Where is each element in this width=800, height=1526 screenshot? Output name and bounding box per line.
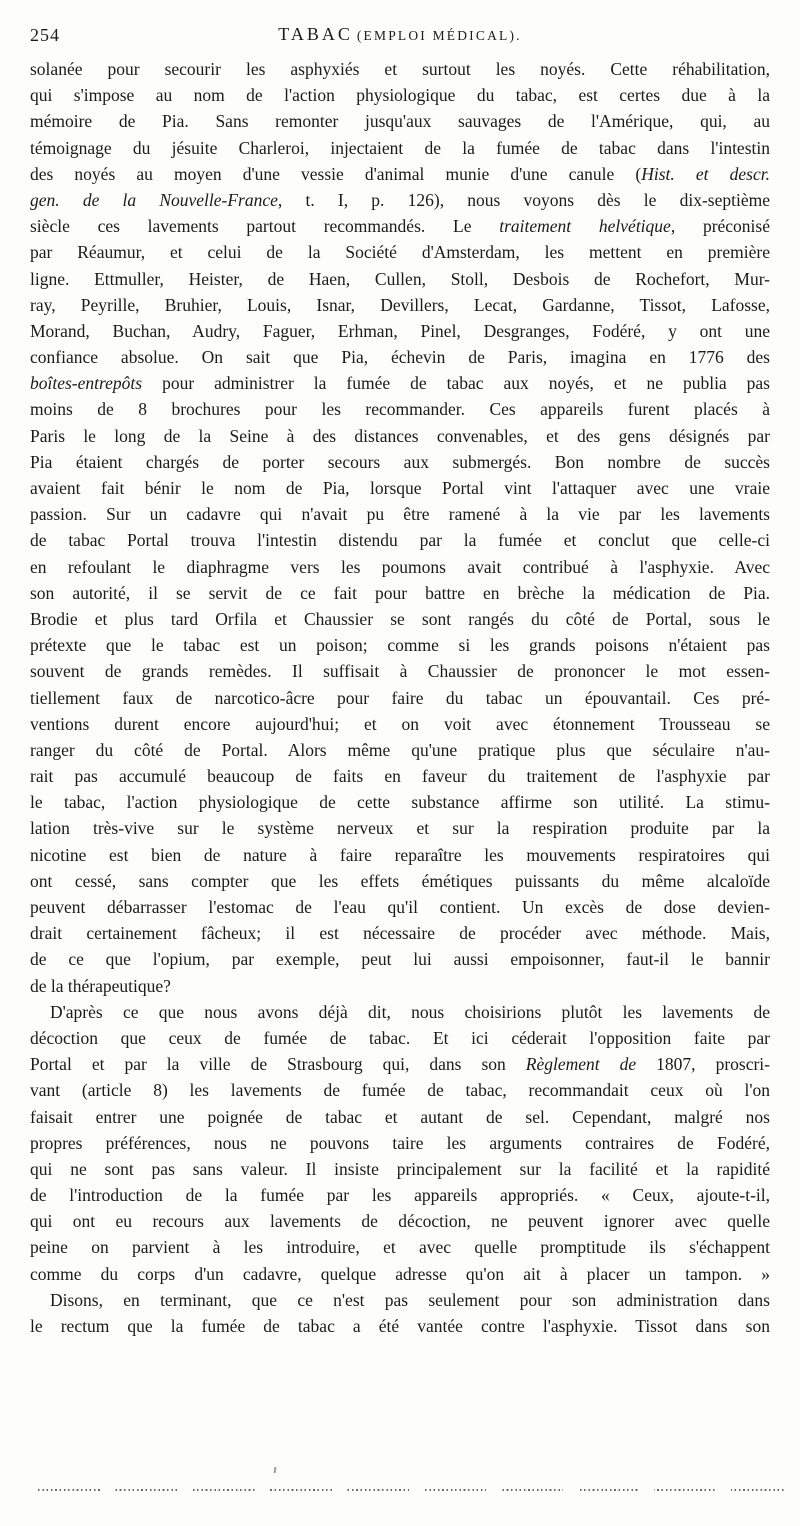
text-line: drait certainement fâcheux; il est nécessaire de procéder avec méthode. Mais,	[30, 923, 770, 944]
text-line: solanée pour secourir les asphyxiés et surtout les noyés. Cette réhabilitation,	[30, 59, 770, 79]
text-line: des noyés au moyen d'une vessie d'animal munie d'une canule (Hist. et descr.	[30, 163, 770, 184]
text-line: qui s'impose au nom de l'action physiologique du tabac, est certes due à la	[30, 85, 770, 106]
text-line: peuvent débarrasser l'estomac de l'eau qu'il contient. Un excès de dose devien-	[30, 897, 770, 917]
text-line: de ce que l'opium, par exemple, peut lui aussi empoisonner, faut-il le bannir	[30, 949, 770, 970]
text-line: Paris le long de la Seine à des distances convenables, et des gens désignés par	[30, 425, 770, 446]
text-line: ray, Peyrille, Bruhier, Louis, Isnar, Devillers, Lecat, Gardanne, Tissot, Lafosse,	[30, 294, 770, 315]
text-line: nicotine est bien de nature à faire reparaître les mouvements respiratoires qui	[30, 844, 770, 865]
text-line: le rectum que la fumée de tabac a été vantée contre l'asphyxie. Tissot dans son	[30, 1316, 770, 1336]
text-line: témoignage du jésuite Charleroi, injectaient de la fumée de tabac dans l'intestin	[30, 137, 770, 158]
text-line: ligne. Ettmuller, Heister, de Haen, Cullen, Stoll, Desbois de Rochefort, Mur-	[30, 268, 770, 289]
text-line: boîtes-entrepôts pour administrer la fumée de tabac aux noyés, et ne publia pas	[30, 373, 770, 394]
text-line: Disons, en terminant, que ce n'est pas seulement pour son administration dans	[50, 1289, 770, 1310]
page-text	[30, 56, 770, 1339]
text-line: qui ne sont pas sans valeur. Il insiste principalement sur la facilité et la rapidité	[30, 1158, 770, 1179]
text-line: vant (article 8) les lavements de fumée de tabac, recommandait ceux où l'on	[30, 1080, 770, 1101]
text-line: qui ont eu recours aux lavements de décoction, ne peuvent ignorer avec quelle	[30, 1211, 770, 1232]
text-line: D'après ce que nous avons déjà dit, nous choisirions plutôt les lavements de	[50, 1001, 770, 1022]
text-line: par Réaumur, et celui de la Société d'Amsterdam, les mettent en première	[30, 242, 770, 263]
text-line: mémoire de Pia. Sans remonter jusqu'aux sauvages de l'Amérique, qui, au	[30, 111, 770, 132]
text-line: ont cessé, sans compter que les effets émétiques puissants du même alcaloïde	[30, 870, 770, 891]
text-line: faisait entrer une poignée de tabac et autant de sel. Cependant, malgré nos	[30, 1106, 770, 1127]
text-line: rait pas accumulé beaucoup de faits en faveur du traitement de l'asphyxie par	[30, 766, 770, 787]
text-line: avaient fait bénir le nom de Pia, lorsque Portal vint l'attaquer avec une vraie	[30, 478, 770, 498]
page-number: 254	[30, 25, 60, 45]
text-line: prétexte que le tabac est un poison; comme si les grands poisons n'étaient pas	[30, 635, 770, 656]
text-line: confiance absolue. On sait que Pia, échevin de Paris, imagina en 1776 des	[30, 347, 770, 368]
text-line: ventions durent encore aujourd'hui; et on voit avec étonnement Trousseau se	[30, 713, 770, 734]
text-line: Portal et par la ville de Strasbourg qui, dans son Règlement de 1807, proscri-	[30, 1054, 770, 1075]
text-line: souvent de grands remèdes. Il suffisait à Chaussier de prononcer le mot essen-	[30, 661, 770, 682]
text-line: peine on parvient à les introduire, et avec quelle promptitude ils s'échappent	[30, 1237, 770, 1258]
scan-artifact-dotted-line	[38, 1489, 786, 1491]
running-title-main: TABAC	[278, 24, 353, 44]
text-line: moins de 8 brochures pour les recommander. Ces appareils furent placés à	[30, 399, 770, 420]
text-line: de la thérapeutique?	[30, 975, 171, 996]
text-line: de l'introduction de la fumée par les appareils appropriés. « Ceux, ajoute-t-il,	[30, 1185, 770, 1206]
text-line: comme du corps d'un cadavre, quelque adresse qu'on ait à placer un tampon. »	[30, 1263, 770, 1284]
text-line: le tabac, l'action physiologique de cette substance affirme son utilité. La stimu-	[30, 792, 770, 813]
text-line: décoction que ceux de fumée de tabac. Et ici céderait l'opposition faite par	[30, 1027, 770, 1048]
text-line: de tabac Portal trouva l'intestin distendu par la fumée et conclut que celle-ci	[30, 530, 770, 551]
scan-speck-artifact	[274, 1467, 277, 1473]
text-line: Morand, Buchan, Audry, Faguer, Erhman, Pinel, Desgranges, Fodéré, y ont une	[30, 320, 770, 341]
text-line: gen. de la Nouvelle-France, t. I, p. 126), nous voyons dès le dix-septième	[30, 189, 770, 210]
text-line: propres préférences, nous ne pouvons taire les arguments contraires de Fodéré,	[30, 1132, 770, 1153]
text-line: siècle ces lavements partout recommandés. Le traitement helvétique, préconisé	[30, 216, 770, 237]
text-line: Brodie et plus tard Orfila et Chaussier se sont rangés du côté de Portal, sous le	[30, 608, 770, 629]
text-line: tiellement faux de narcotico-âcre pour faire du tabac un épouvantail. Ces pré-	[30, 687, 770, 708]
text-line: Pia étaient chargés de porter secours aux submergés. Bon nombre de succès	[30, 451, 770, 472]
text-line: son autorité, il se servit de ce fait pour battre en brèche la médication de Pia.	[30, 582, 770, 603]
running-title-qualifier: (EMPLOI MÉDICAL).	[356, 28, 522, 43]
text-line: passion. Sur un cadavre qui n'avait pu être ramené à la vie par les lavements	[30, 504, 770, 525]
running-title	[30, 24, 770, 45]
page-header	[30, 24, 770, 48]
text-line: ranger du côté de Portal. Alors même qu'une pratique plus que séculaire n'au-	[30, 739, 770, 760]
text-line: lation très-vive sur le système nerveux et sur la respiration produite par la	[30, 818, 770, 839]
text-line: en refoulant le diaphragme vers les poumons avait contribué à l'asphyxie. Avec	[30, 556, 770, 577]
